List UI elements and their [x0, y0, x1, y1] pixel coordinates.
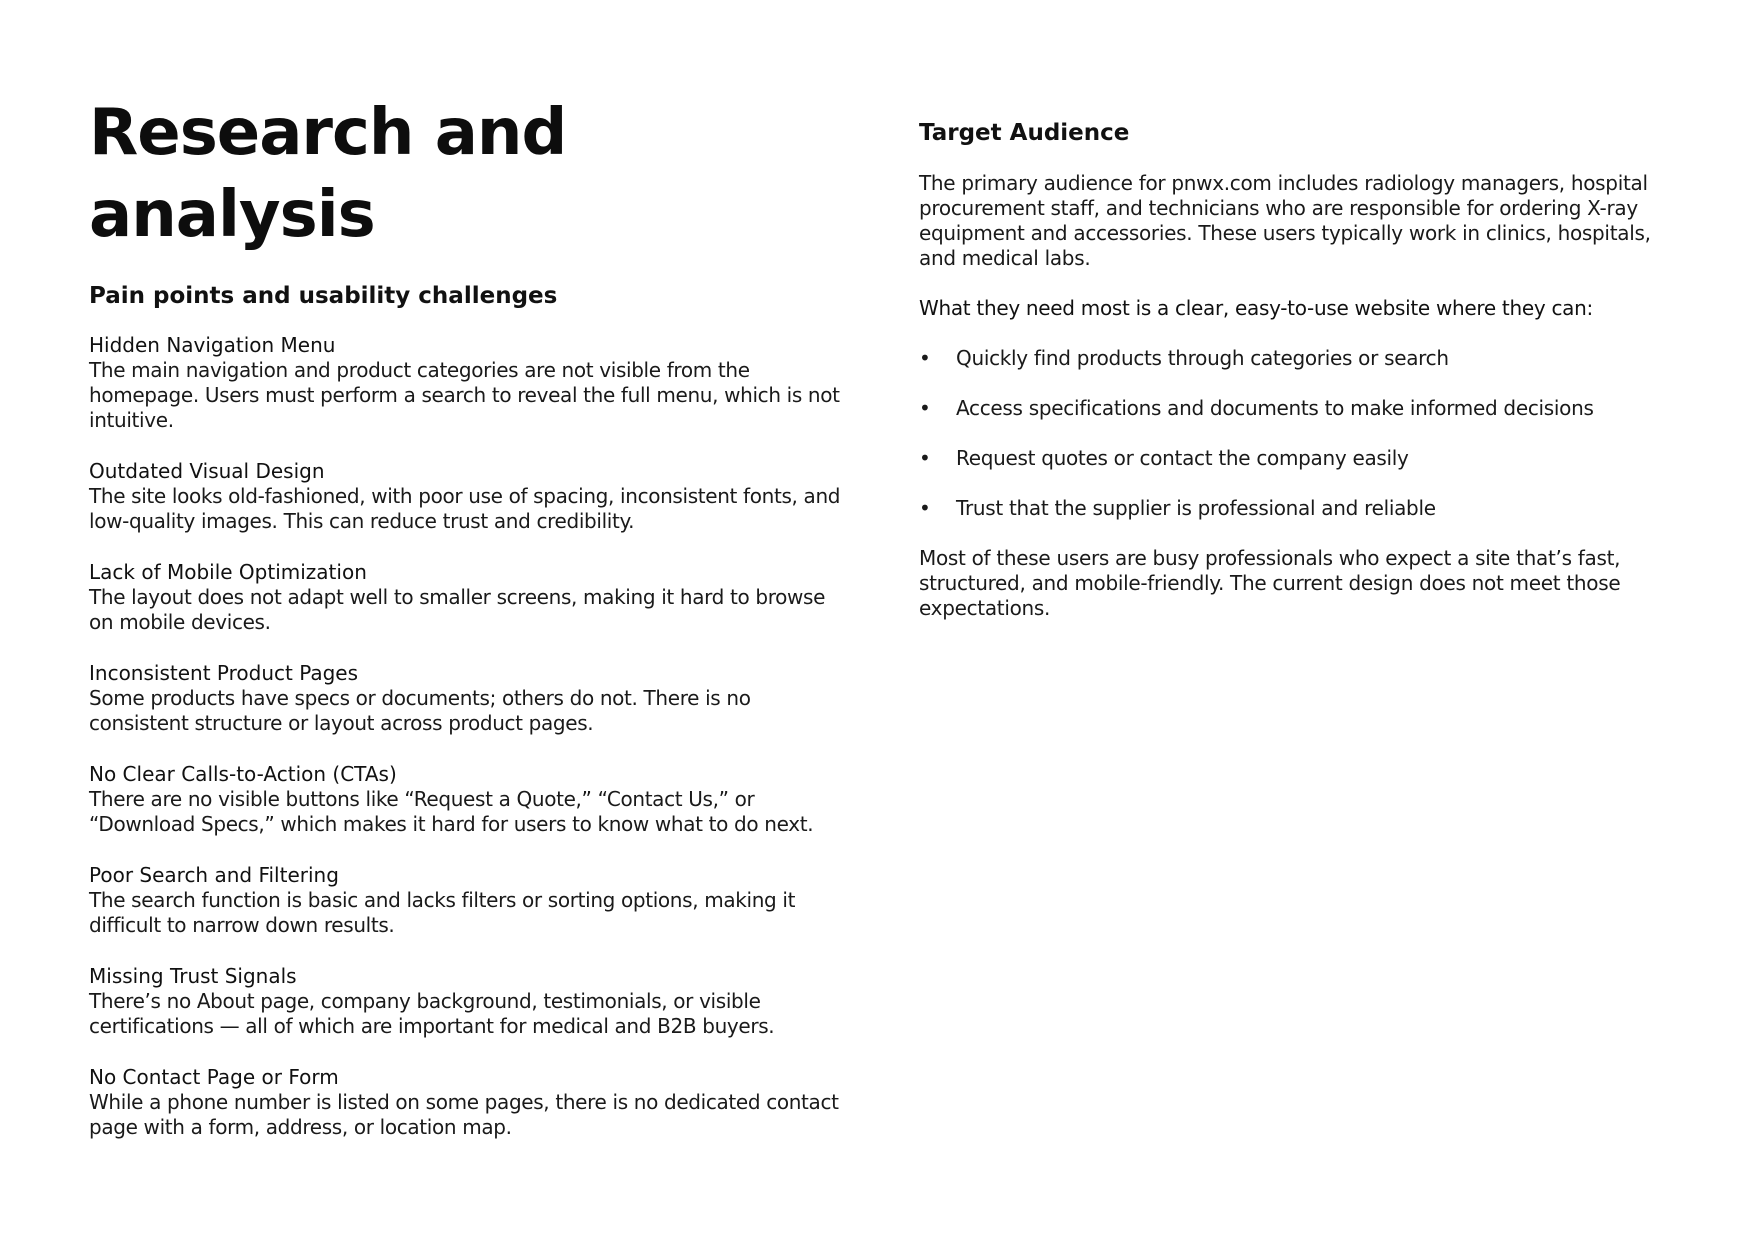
target-audience-heading: Target Audience	[919, 120, 1130, 146]
pain-point-body: There’s no About page, company background, testimonials, or visible certifications — all of which are important for medical and B2B buyers.	[89, 989, 775, 1038]
page-title: Research and analysis	[89, 96, 567, 252]
pain-point-title: Inconsistent Product Pages	[89, 661, 359, 685]
pain-point-body: The site looks old-fashioned, with poor use of spacing, inconsistent fonts, and low-quality images. This can reduce trust and credibility.	[89, 484, 841, 533]
pain-point-title: No Clear Calls-to-Action (CTAs)	[89, 762, 397, 786]
list-item-text: Request quotes or contact the company easily	[956, 446, 1409, 470]
list-item-text: Trust that the supplier is professional and reliable	[956, 496, 1436, 520]
bullet-icon: •	[919, 496, 931, 520]
pain-point-title: Poor Search and Filtering	[89, 863, 339, 887]
bullet-icon: •	[919, 396, 931, 420]
pain-point-body: The layout does not adapt well to smaller screens, making it hard to browse on mobile devices.	[89, 585, 826, 634]
audience-intro: The primary audience for pnwx.com includes radiology managers, hospital procurement staff, and technicians who are responsible for ordering X-ray equipment and accessories. These users typically work in clinics, hospitals, and medical labs.	[919, 171, 1651, 270]
list-item	[919, 496, 1679, 521]
pain-point-item	[89, 459, 849, 534]
pain-point-body: There are no visible buttons like “Request a Quote,” “Contact Us,” or “Download Specs,” which makes it hard for users to know what to do next.	[89, 787, 814, 836]
left-column	[89, 92, 849, 1166]
pain-point-item	[89, 661, 849, 736]
pain-point-title: Hidden Navigation Menu	[89, 333, 336, 357]
pain-point-item	[89, 1065, 849, 1140]
pain-point-body: Some products have specs or documents; others do not. There is no consistent structure or layout across product pages.	[89, 686, 751, 735]
list-item	[919, 346, 1679, 371]
list-item	[919, 446, 1679, 471]
pain-point-item	[89, 333, 849, 433]
pain-point-title: Missing Trust Signals	[89, 964, 297, 988]
audience-closing: Most of these users are busy professionals who expect a site that’s fast, structured, and mobile-friendly. The current design does not meet those expectations.	[919, 546, 1621, 620]
needs-lead-in: What they need most is a clear, easy-to-use website where they can:	[919, 296, 1593, 320]
needs-list	[919, 346, 1679, 521]
list-item-text: Quickly find products through categories or search	[956, 346, 1449, 370]
pain-point-title: Lack of Mobile Optimization	[89, 560, 367, 584]
pain-point-title: Outdated Visual Design	[89, 459, 325, 483]
pain-point-item	[89, 863, 849, 938]
bullet-icon: •	[919, 446, 931, 470]
pain-point-item	[89, 762, 849, 837]
bullet-icon: •	[919, 346, 931, 370]
right-column	[919, 118, 1679, 621]
list-item-text: Access specifications and documents to make informed decisions	[956, 396, 1594, 420]
pain-points-heading: Pain points and usability challenges	[89, 283, 558, 309]
pain-point-item	[89, 560, 849, 635]
list-item	[919, 396, 1679, 421]
pain-point-body: The main navigation and product categories are not visible from the homepage. Users must perform a search to reveal the full menu, which is not intuitive.	[89, 358, 840, 432]
pain-point-item	[89, 964, 849, 1039]
pain-point-title: No Contact Page or Form	[89, 1065, 339, 1089]
pain-point-body: While a phone number is listed on some pages, there is no dedicated contact page with a form, address, or location map.	[89, 1090, 839, 1139]
pain-point-body: The search function is basic and lacks filters or sorting options, making it difficult to narrow down results.	[89, 888, 796, 937]
